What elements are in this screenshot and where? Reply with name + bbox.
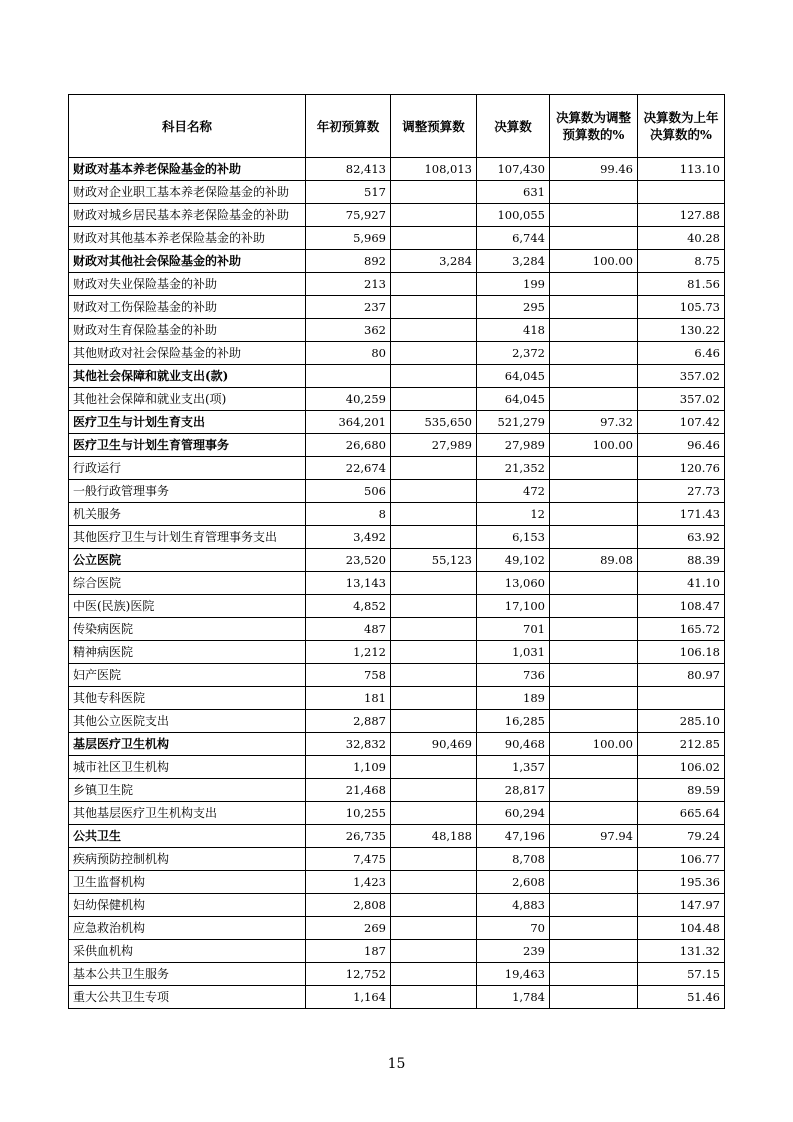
cell-pct-last-year: 130.22 (638, 319, 725, 342)
cell-pct-last-year: 113.10 (638, 158, 725, 181)
cell-adjusted-budget (391, 618, 477, 641)
cell-final-accounts: 27,989 (477, 434, 550, 457)
cell-name: 财政对失业保险基金的补助 (69, 273, 306, 296)
cell-adjusted-budget (391, 641, 477, 664)
cell-initial-budget: 26,680 (306, 434, 391, 457)
table-row (69, 894, 725, 917)
cell-adjusted-budget (391, 894, 477, 917)
cell-pct-adjusted: 97.94 (550, 825, 638, 848)
cell-final-accounts: 736 (477, 664, 550, 687)
cell-initial-budget: 487 (306, 618, 391, 641)
cell-pct-adjusted (550, 342, 638, 365)
table-row (69, 733, 725, 756)
cell-adjusted-budget (391, 273, 477, 296)
table-row (69, 779, 725, 802)
table-row (69, 457, 725, 480)
cell-final-accounts: 189 (477, 687, 550, 710)
cell-pct-adjusted (550, 365, 638, 388)
table-row (69, 940, 725, 963)
cell-adjusted-budget (391, 756, 477, 779)
cell-final-accounts: 16,285 (477, 710, 550, 733)
cell-pct-last-year: 120.76 (638, 457, 725, 480)
cell-pct-adjusted: 100.00 (550, 434, 638, 457)
cell-name: 采供血机构 (69, 940, 306, 963)
cell-final-accounts: 3,284 (477, 250, 550, 273)
cell-pct-adjusted: 97.32 (550, 411, 638, 434)
cell-name: 财政对城乡居民基本养老保险基金的补助 (69, 204, 306, 227)
cell-final-accounts: 8,708 (477, 848, 550, 871)
cell-final-accounts: 28,817 (477, 779, 550, 802)
cell-final-accounts: 21,352 (477, 457, 550, 480)
cell-name: 其他医疗卫生与计划生育管理事务支出 (69, 526, 306, 549)
cell-pct-adjusted (550, 779, 638, 802)
cell-pct-last-year: 106.18 (638, 641, 725, 664)
cell-adjusted-budget: 535,650 (391, 411, 477, 434)
cell-pct-adjusted (550, 756, 638, 779)
cell-initial-budget: 40,259 (306, 388, 391, 411)
cell-name: 医疗卫生与计划生育支出 (69, 411, 306, 434)
table-row (69, 641, 725, 664)
cell-adjusted-budget (391, 917, 477, 940)
cell-pct-last-year: 171.43 (638, 503, 725, 526)
cell-adjusted-budget (391, 963, 477, 986)
cell-pct-adjusted: 100.00 (550, 733, 638, 756)
cell-pct-last-year: 357.02 (638, 388, 725, 411)
cell-name: 妇幼保健机构 (69, 894, 306, 917)
table-row (69, 273, 725, 296)
cell-adjusted-budget (391, 457, 477, 480)
cell-adjusted-budget: 27,989 (391, 434, 477, 457)
table-row (69, 411, 725, 434)
cell-name: 妇产医院 (69, 664, 306, 687)
cell-final-accounts: 472 (477, 480, 550, 503)
cell-name: 公共卫生 (69, 825, 306, 848)
cell-final-accounts: 19,463 (477, 963, 550, 986)
cell-name: 其他社会保障和就业支出(项) (69, 388, 306, 411)
table-row (69, 480, 725, 503)
table-row (69, 549, 725, 572)
cell-initial-budget: 8 (306, 503, 391, 526)
table-row (69, 595, 725, 618)
cell-pct-adjusted (550, 894, 638, 917)
cell-initial-budget: 23,520 (306, 549, 391, 572)
header-pct-last-year: 决算数为上年决算数的% (638, 95, 725, 158)
cell-pct-last-year: 105.73 (638, 296, 725, 319)
cell-pct-last-year: 40.28 (638, 227, 725, 250)
cell-pct-last-year: 81.56 (638, 273, 725, 296)
cell-initial-budget: 517 (306, 181, 391, 204)
cell-pct-adjusted (550, 503, 638, 526)
cell-pct-adjusted (550, 204, 638, 227)
cell-final-accounts: 47,196 (477, 825, 550, 848)
cell-name: 重大公共卫生专项 (69, 986, 306, 1009)
cell-adjusted-budget (391, 687, 477, 710)
cell-name: 综合医院 (69, 572, 306, 595)
table-row (69, 250, 725, 273)
cell-pct-adjusted (550, 687, 638, 710)
cell-adjusted-budget: 90,469 (391, 733, 477, 756)
cell-name: 其他基层医疗卫生机构支出 (69, 802, 306, 825)
cell-pct-adjusted (550, 296, 638, 319)
cell-pct-adjusted (550, 181, 638, 204)
cell-adjusted-budget (391, 296, 477, 319)
cell-initial-budget: 237 (306, 296, 391, 319)
cell-pct-last-year: 108.47 (638, 595, 725, 618)
cell-pct-last-year: 665.64 (638, 802, 725, 825)
cell-initial-budget: 362 (306, 319, 391, 342)
budget-table (68, 94, 725, 1009)
cell-adjusted-budget (391, 664, 477, 687)
cell-pct-last-year: 80.97 (638, 664, 725, 687)
cell-pct-adjusted (550, 641, 638, 664)
cell-name: 精神病医院 (69, 641, 306, 664)
cell-pct-last-year (638, 687, 725, 710)
cell-final-accounts: 17,100 (477, 595, 550, 618)
cell-initial-budget: 892 (306, 250, 391, 273)
cell-pct-last-year: 131.32 (638, 940, 725, 963)
cell-initial-budget: 75,927 (306, 204, 391, 227)
cell-adjusted-budget (391, 388, 477, 411)
cell-pct-last-year: 41.10 (638, 572, 725, 595)
cell-pct-last-year: 212.85 (638, 733, 725, 756)
cell-initial-budget: 1,423 (306, 871, 391, 894)
cell-name: 传染病医院 (69, 618, 306, 641)
cell-initial-budget: 187 (306, 940, 391, 963)
cell-name: 基本公共卫生服务 (69, 963, 306, 986)
cell-adjusted-budget: 3,284 (391, 250, 477, 273)
cell-pct-adjusted (550, 848, 638, 871)
cell-name: 基层医疗卫生机构 (69, 733, 306, 756)
cell-initial-budget: 758 (306, 664, 391, 687)
cell-final-accounts: 90,468 (477, 733, 550, 756)
table-row (69, 802, 725, 825)
cell-final-accounts: 1,357 (477, 756, 550, 779)
cell-initial-budget: 181 (306, 687, 391, 710)
cell-pct-last-year: 6.46 (638, 342, 725, 365)
cell-name: 财政对其他社会保险基金的补助 (69, 250, 306, 273)
cell-initial-budget: 1,164 (306, 986, 391, 1009)
table-row (69, 434, 725, 457)
cell-pct-last-year: 57.15 (638, 963, 725, 986)
cell-initial-budget: 1,212 (306, 641, 391, 664)
table-row (69, 181, 725, 204)
cell-name: 财政对其他基本养老保险基金的补助 (69, 227, 306, 250)
cell-pct-last-year: 107.42 (638, 411, 725, 434)
cell-adjusted-budget (391, 319, 477, 342)
cell-adjusted-budget (391, 204, 477, 227)
cell-final-accounts: 418 (477, 319, 550, 342)
cell-pct-adjusted: 100.00 (550, 250, 638, 273)
cell-pct-last-year (638, 181, 725, 204)
cell-pct-adjusted (550, 710, 638, 733)
cell-pct-adjusted (550, 802, 638, 825)
cell-final-accounts: 100,055 (477, 204, 550, 227)
cell-initial-budget (306, 365, 391, 388)
cell-pct-adjusted (550, 227, 638, 250)
cell-name: 医疗卫生与计划生育管理事务 (69, 434, 306, 457)
cell-initial-budget: 2,808 (306, 894, 391, 917)
cell-adjusted-budget (391, 986, 477, 1009)
cell-initial-budget: 269 (306, 917, 391, 940)
cell-final-accounts: 4,883 (477, 894, 550, 917)
cell-adjusted-budget (391, 365, 477, 388)
table-row (69, 871, 725, 894)
cell-adjusted-budget (391, 526, 477, 549)
cell-name: 财政对工伤保险基金的补助 (69, 296, 306, 319)
cell-pct-adjusted: 99.46 (550, 158, 638, 181)
cell-initial-budget: 13,143 (306, 572, 391, 595)
cell-pct-last-year: 89.59 (638, 779, 725, 802)
cell-initial-budget: 2,887 (306, 710, 391, 733)
cell-pct-last-year: 127.88 (638, 204, 725, 227)
table-row (69, 986, 725, 1009)
cell-adjusted-budget (391, 940, 477, 963)
table-row (69, 319, 725, 342)
cell-final-accounts: 64,045 (477, 388, 550, 411)
cell-adjusted-budget (391, 848, 477, 871)
table-row (69, 618, 725, 641)
cell-initial-budget: 80 (306, 342, 391, 365)
cell-initial-budget: 26,735 (306, 825, 391, 848)
cell-pct-adjusted (550, 871, 638, 894)
cell-initial-budget: 5,969 (306, 227, 391, 250)
cell-pct-last-year: 88.39 (638, 549, 725, 572)
cell-initial-budget: 364,201 (306, 411, 391, 434)
table-row (69, 572, 725, 595)
cell-pct-last-year: 51.46 (638, 986, 725, 1009)
cell-pct-last-year: 106.77 (638, 848, 725, 871)
table-row (69, 158, 725, 181)
cell-final-accounts: 12 (477, 503, 550, 526)
cell-name: 卫生监督机构 (69, 871, 306, 894)
cell-name: 财政对生育保险基金的补助 (69, 319, 306, 342)
cell-adjusted-budget (391, 595, 477, 618)
cell-name: 应急救治机构 (69, 917, 306, 940)
cell-final-accounts: 49,102 (477, 549, 550, 572)
table-row (69, 848, 725, 871)
cell-adjusted-budget (391, 871, 477, 894)
page-number: 15 (387, 1056, 406, 1072)
cell-initial-budget: 7,475 (306, 848, 391, 871)
cell-adjusted-budget (391, 710, 477, 733)
cell-final-accounts: 239 (477, 940, 550, 963)
cell-adjusted-budget: 55,123 (391, 549, 477, 572)
cell-final-accounts: 1,784 (477, 986, 550, 1009)
cell-adjusted-budget (391, 342, 477, 365)
cell-final-accounts: 13,060 (477, 572, 550, 595)
cell-final-accounts: 64,045 (477, 365, 550, 388)
cell-name: 其他专科医院 (69, 687, 306, 710)
cell-pct-last-year: 106.02 (638, 756, 725, 779)
header-final-accounts: 决算数 (477, 95, 550, 158)
cell-pct-adjusted (550, 388, 638, 411)
cell-pct-adjusted (550, 595, 638, 618)
cell-adjusted-budget (391, 572, 477, 595)
cell-name: 机关服务 (69, 503, 306, 526)
header-row (69, 95, 725, 158)
table-row (69, 917, 725, 940)
table-row (69, 227, 725, 250)
cell-adjusted-budget (391, 503, 477, 526)
cell-name: 其他社会保障和就业支出(款) (69, 365, 306, 388)
cell-adjusted-budget: 108,013 (391, 158, 477, 181)
cell-pct-last-year: 63.92 (638, 526, 725, 549)
table-row (69, 388, 725, 411)
cell-pct-last-year: 96.46 (638, 434, 725, 457)
cell-pct-adjusted (550, 986, 638, 1009)
cell-name: 财政对基本养老保险基金的补助 (69, 158, 306, 181)
cell-final-accounts: 60,294 (477, 802, 550, 825)
cell-pct-adjusted (550, 618, 638, 641)
table-row (69, 296, 725, 319)
cell-pct-last-year: 8.75 (638, 250, 725, 273)
cell-pct-adjusted (550, 917, 638, 940)
cell-final-accounts: 199 (477, 273, 550, 296)
table-row (69, 664, 725, 687)
cell-final-accounts: 701 (477, 618, 550, 641)
cell-pct-last-year: 357.02 (638, 365, 725, 388)
cell-final-accounts: 521,279 (477, 411, 550, 434)
header-adjusted-budget: 调整预算数 (391, 95, 477, 158)
cell-pct-last-year: 195.36 (638, 871, 725, 894)
table-row (69, 204, 725, 227)
cell-initial-budget: 10,255 (306, 802, 391, 825)
table-row (69, 687, 725, 710)
header-pct-adjusted: 决算数为调整预算数的% (550, 95, 638, 158)
cell-final-accounts: 295 (477, 296, 550, 319)
cell-pct-adjusted (550, 572, 638, 595)
cell-pct-last-year: 79.24 (638, 825, 725, 848)
cell-final-accounts: 2,608 (477, 871, 550, 894)
cell-name: 行政运行 (69, 457, 306, 480)
cell-initial-budget: 3,492 (306, 526, 391, 549)
cell-initial-budget: 1,109 (306, 756, 391, 779)
table-row (69, 526, 725, 549)
table-row (69, 963, 725, 986)
cell-final-accounts: 631 (477, 181, 550, 204)
cell-name: 乡镇卫生院 (69, 779, 306, 802)
cell-pct-last-year: 104.48 (638, 917, 725, 940)
cell-pct-last-year: 147.97 (638, 894, 725, 917)
cell-adjusted-budget (391, 227, 477, 250)
cell-name: 财政对企业职工基本养老保险基金的补助 (69, 181, 306, 204)
cell-pct-adjusted (550, 526, 638, 549)
table-row (69, 756, 725, 779)
cell-final-accounts: 1,031 (477, 641, 550, 664)
cell-initial-budget: 12,752 (306, 963, 391, 986)
cell-name: 其他公立医院支出 (69, 710, 306, 733)
cell-adjusted-budget (391, 802, 477, 825)
cell-pct-last-year: 165.72 (638, 618, 725, 641)
cell-pct-adjusted (550, 319, 638, 342)
cell-final-accounts: 6,744 (477, 227, 550, 250)
cell-initial-budget: 21,468 (306, 779, 391, 802)
cell-adjusted-budget (391, 480, 477, 503)
cell-pct-adjusted (550, 664, 638, 687)
cell-final-accounts: 107,430 (477, 158, 550, 181)
cell-pct-adjusted: 89.08 (550, 549, 638, 572)
cell-initial-budget: 32,832 (306, 733, 391, 756)
cell-initial-budget: 506 (306, 480, 391, 503)
cell-final-accounts: 2,372 (477, 342, 550, 365)
cell-pct-adjusted (550, 480, 638, 503)
cell-pct-adjusted (550, 963, 638, 986)
cell-name: 中医(民族)医院 (69, 595, 306, 618)
header-initial-budget: 年初预算数 (306, 95, 391, 158)
table-row (69, 825, 725, 848)
cell-adjusted-budget: 48,188 (391, 825, 477, 848)
header-name: 科目名称 (69, 95, 306, 158)
cell-initial-budget: 22,674 (306, 457, 391, 480)
cell-final-accounts: 6,153 (477, 526, 550, 549)
cell-initial-budget: 213 (306, 273, 391, 296)
table-row (69, 710, 725, 733)
cell-pct-adjusted (550, 273, 638, 296)
table-row (69, 342, 725, 365)
cell-final-accounts: 70 (477, 917, 550, 940)
cell-pct-adjusted (550, 457, 638, 480)
cell-name: 公立医院 (69, 549, 306, 572)
cell-initial-budget: 82,413 (306, 158, 391, 181)
cell-name: 城市社区卫生机构 (69, 756, 306, 779)
cell-name: 疾病预防控制机构 (69, 848, 306, 871)
table-row (69, 365, 725, 388)
cell-pct-last-year: 27.73 (638, 480, 725, 503)
cell-name: 一般行政管理事务 (69, 480, 306, 503)
cell-name: 其他财政对社会保险基金的补助 (69, 342, 306, 365)
table-row (69, 503, 725, 526)
cell-initial-budget: 4,852 (306, 595, 391, 618)
cell-adjusted-budget (391, 779, 477, 802)
cell-pct-last-year: 285.10 (638, 710, 725, 733)
cell-adjusted-budget (391, 181, 477, 204)
cell-pct-adjusted (550, 940, 638, 963)
